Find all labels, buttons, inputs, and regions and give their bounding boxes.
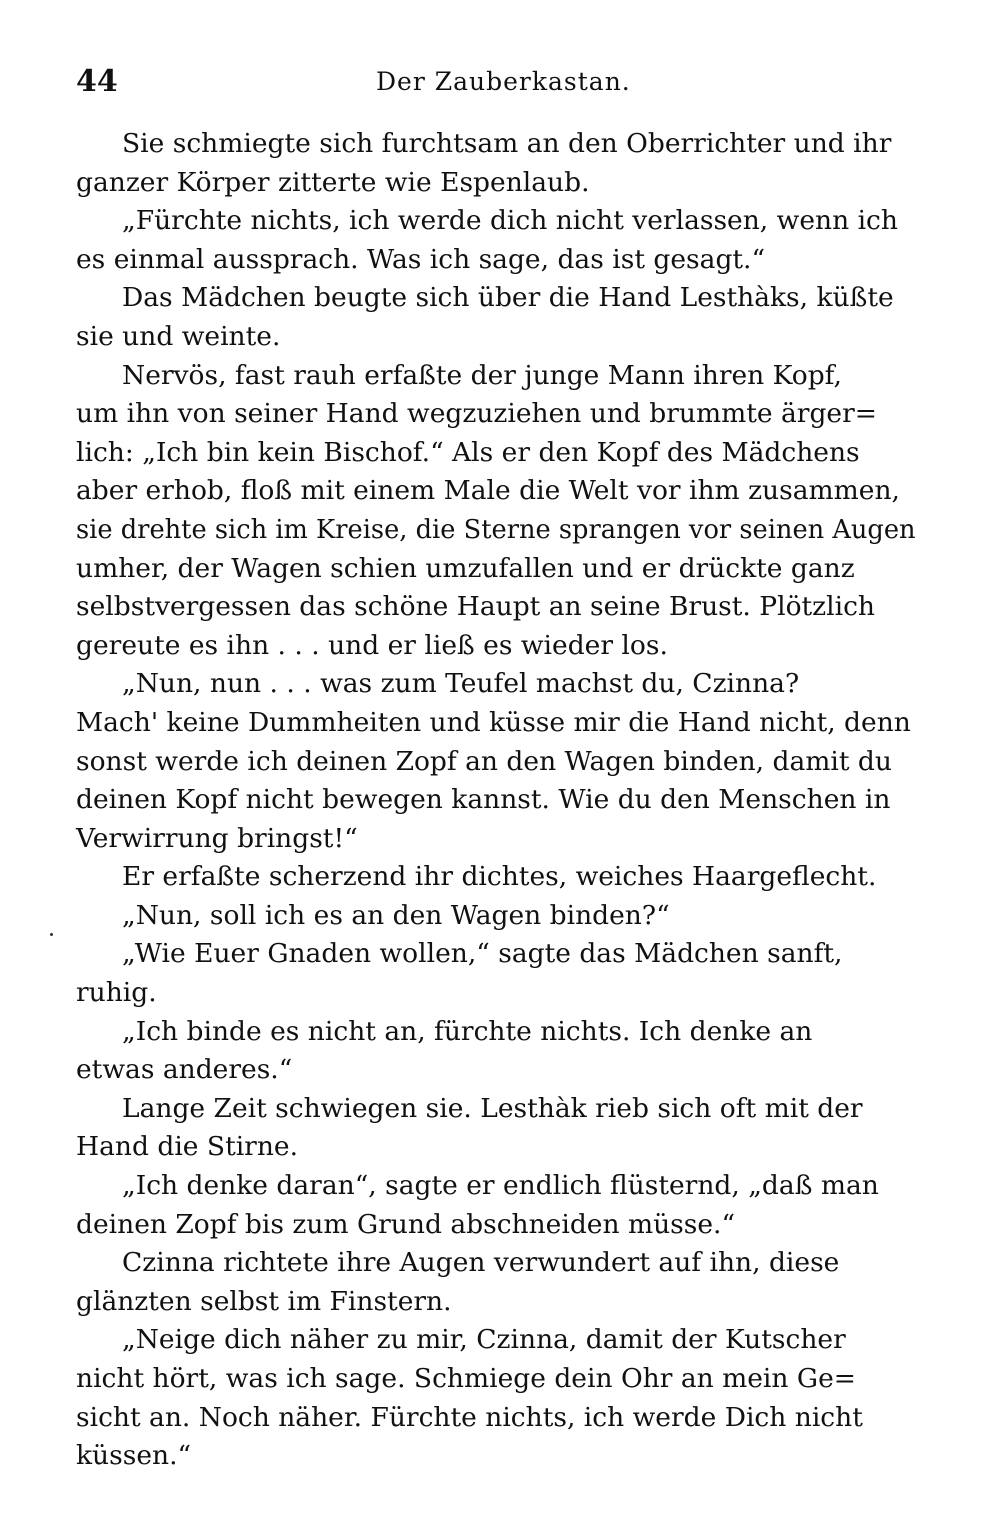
text-line: sie und weinte.: [76, 320, 281, 352]
running-title: Der Zauberkastan.: [376, 67, 631, 96]
text-line: umher, der Wagen schien umzufallen und er drückte ganz: [76, 552, 855, 584]
body-text: [76, 125, 916, 1476]
text-line: etwas anderes.“: [76, 1054, 293, 1086]
paragraph: [76, 202, 916, 279]
text-line: Verwirrung bringst!“: [76, 822, 358, 854]
paragraph: [76, 1244, 916, 1321]
text-line: Nervös, fast rauh erfaßte der junge Mann ihren Kopf,: [122, 359, 842, 391]
text-line: deinen Kopf nicht bewegen kannst. Wie du den Menschen in: [76, 784, 891, 816]
text-line: küssen.“: [76, 1440, 192, 1472]
text-line: aber erhob, floß mit einem Male die Welt vor ihm zusammen,: [76, 475, 900, 507]
text-line: „Neige dich näher zu mir, Czinna, damit der Kutscher: [122, 1324, 846, 1356]
text-line: Hand die Stirne.: [76, 1131, 299, 1163]
text-line: Sie schmiegte sich furchtsam an den Oberrichter und ihr: [122, 128, 892, 159]
text-line: „Nun, soll ich es an den Wagen binden?“: [122, 899, 670, 931]
text-line: Czinna richtete ihre Augen verwundert auf ihn, diese: [122, 1247, 840, 1279]
text-line: ruhig.: [76, 977, 157, 1009]
text-line: selbstvergessen das schöne Haupt an seine Brust. Plötzlich: [76, 591, 875, 623]
paragraph: [76, 279, 916, 356]
text-line: sie drehte sich im Kreise, die Sterne sprangen vor seinen Augen: [76, 513, 916, 545]
page-header: [76, 62, 916, 102]
paragraph: [76, 897, 916, 936]
paragraph: [76, 858, 916, 897]
text-line: um ihn von seiner Hand wegzuziehen und brummte ärger=: [76, 398, 877, 430]
text-line: sicht an. Noch näher. Fürchte nichts, ich werde Dich nicht: [76, 1401, 863, 1433]
text-line: sonst werde ich deinen Zopf an den Wagen binden, damit du: [76, 745, 892, 777]
paragraph: [76, 935, 916, 1012]
text-line: Mach' keine Dummheiten und küsse mir die Hand nicht, denn: [76, 706, 911, 738]
text-line: Lange Zeit schwiegen sie. Lesthàk rieb sich oft mit der: [122, 1092, 863, 1124]
paragraph: [76, 125, 916, 202]
text-line: deinen Zopf bis zum Grund abschneiden müsse.“: [76, 1208, 736, 1240]
text-line: „Ich binde es nicht an, fürchte nichts. Ich denke an: [122, 1015, 813, 1047]
page-number: 44: [76, 64, 118, 99]
text-line: „Nun, nun . . . was zum Teufel machst du, Czinna?: [122, 668, 800, 700]
text-line: lich: „Ich bin kein Bischof.“ Als er den Kopf des Mädchens: [76, 436, 860, 468]
text-line: nicht hört, was ich sage. Schmiege dein Ohr an mein Ge=: [76, 1363, 856, 1394]
paragraph: [76, 1321, 916, 1475]
text-line: es einmal aussprach. Was ich sage, das ist gesagt.“: [76, 243, 766, 275]
text-line: glänzten selbst im Finstern.: [76, 1285, 452, 1317]
text-line: Er erfaßte scherzend ihr dichtes, weiches Haargeflecht.: [122, 861, 877, 893]
paragraph: [76, 665, 916, 858]
paragraph: [76, 1167, 916, 1244]
text-line: „Fürchte nichts, ich werde dich nicht verlassen, wenn ich: [122, 205, 898, 237]
paragraph: [76, 1090, 916, 1167]
paragraph: [76, 357, 916, 666]
paragraph: [76, 1013, 916, 1090]
text-line: gereute es ihn . . . und er ließ es wieder los.: [76, 629, 668, 661]
text-line: ganzer Körper zitterte wie Espenlaub.: [76, 166, 590, 198]
text-line: Das Mädchen beugte sich über die Hand Lesthàks, küßte: [122, 282, 894, 314]
ink-speck: [50, 933, 53, 936]
text-line: „Wie Euer Gnaden wollen,“ sagte das Mädchen sanft,: [122, 938, 843, 970]
text-line: „Ich denke daran“, sagte er endlich flüsternd, „daß man: [122, 1170, 879, 1202]
